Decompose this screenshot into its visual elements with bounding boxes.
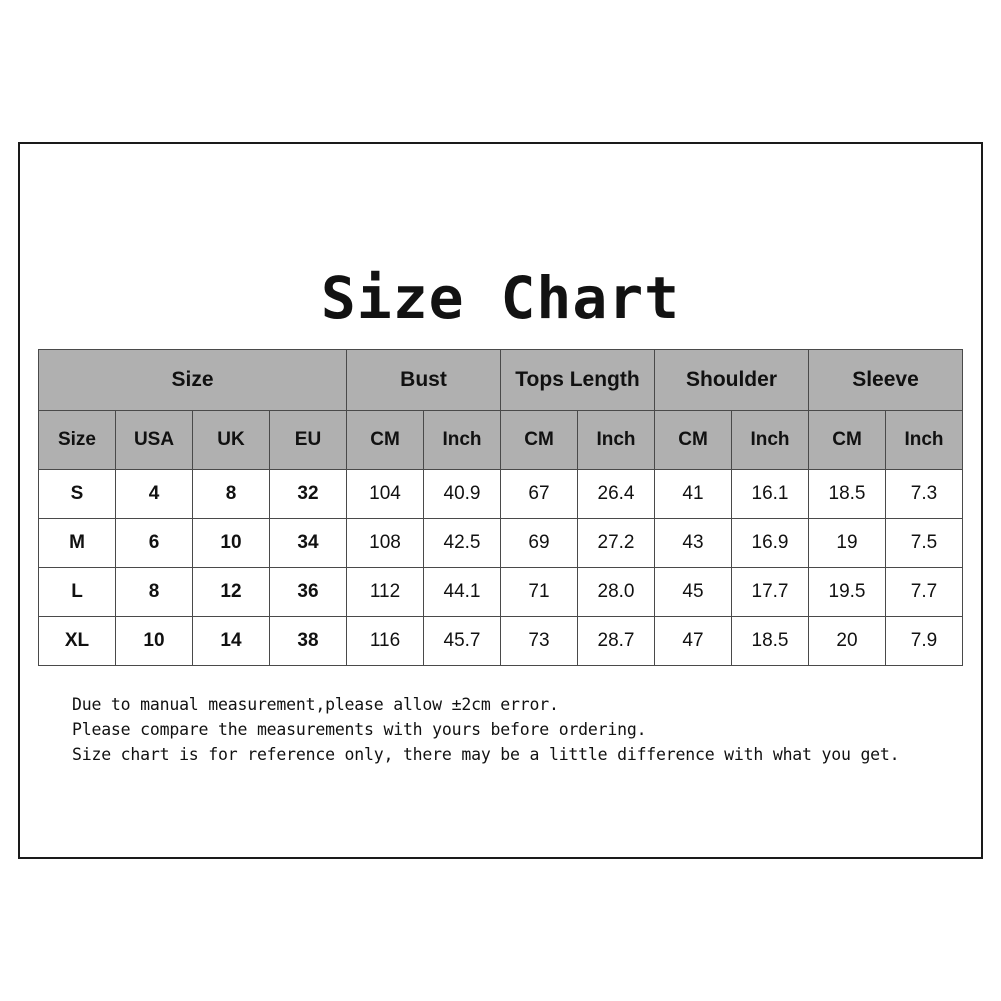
- table-row: [39, 470, 963, 519]
- note-line-3: Size chart is for reference only, there may be a little difference with what you get.: [72, 745, 900, 764]
- cell-sleeve-inch: 7.5: [886, 519, 963, 568]
- cell-sleeve-cm: 18.5: [809, 470, 886, 519]
- sub-header-sleeve-inch: Inch: [886, 411, 963, 470]
- cell-shoulder-inch: 18.5: [732, 617, 809, 666]
- cell-tops-length-cm: 71: [501, 568, 578, 617]
- cell-size: S: [39, 470, 116, 519]
- cell-eu: 36: [270, 568, 347, 617]
- cell-tops-length-cm: 69: [501, 519, 578, 568]
- cell-tops-length-inch: 28.0: [578, 568, 655, 617]
- cell-bust-cm: 116: [347, 617, 424, 666]
- cell-usa: 8: [116, 568, 193, 617]
- sub-header-tops-length-cm: CM: [501, 411, 578, 470]
- cell-bust-inch: 45.7: [424, 617, 501, 666]
- cell-tops-length-inch: 26.4: [578, 470, 655, 519]
- cell-size: XL: [39, 617, 116, 666]
- cell-uk: 14: [193, 617, 270, 666]
- cell-eu: 38: [270, 617, 347, 666]
- sub-header-shoulder-cm: CM: [655, 411, 732, 470]
- cell-shoulder-cm: 47: [655, 617, 732, 666]
- cell-uk: 10: [193, 519, 270, 568]
- cell-tops-length-inch: 27.2: [578, 519, 655, 568]
- cell-tops-length-inch: 28.7: [578, 617, 655, 666]
- note-line-2: Please compare the measurements with yours before ordering.: [72, 720, 647, 739]
- cell-bust-cm: 104: [347, 470, 424, 519]
- table-group-header-row: [39, 350, 963, 411]
- cell-sleeve-inch: 7.7: [886, 568, 963, 617]
- cell-size: M: [39, 519, 116, 568]
- sub-header-bust-cm: CM: [347, 411, 424, 470]
- cell-shoulder-inch: 17.7: [732, 568, 809, 617]
- cell-usa: 10: [116, 617, 193, 666]
- cell-sleeve-inch: 7.9: [886, 617, 963, 666]
- sub-header-bust-inch: Inch: [424, 411, 501, 470]
- table-row: [39, 617, 963, 666]
- group-header-shoulder: Shoulder: [655, 350, 809, 411]
- cell-sleeve-cm: 20: [809, 617, 886, 666]
- chart-frame: [18, 142, 983, 859]
- cell-shoulder-inch: 16.9: [732, 519, 809, 568]
- cell-uk: 12: [193, 568, 270, 617]
- cell-shoulder-cm: 43: [655, 519, 732, 568]
- cell-shoulder-inch: 16.1: [732, 470, 809, 519]
- table-row: [39, 519, 963, 568]
- cell-shoulder-cm: 41: [655, 470, 732, 519]
- cell-bust-inch: 40.9: [424, 470, 501, 519]
- size-table-container: [38, 349, 963, 666]
- sub-header-shoulder-inch: Inch: [732, 411, 809, 470]
- sub-header-tops-length-inch: Inch: [578, 411, 655, 470]
- table-body: [39, 470, 963, 666]
- page-title: Size Chart: [320, 264, 681, 332]
- note-line-1: Due to manual measurement,please allow ±2cm error.: [72, 695, 559, 714]
- cell-sleeve-inch: 7.3: [886, 470, 963, 519]
- group-header-tops-length: Tops Length: [501, 350, 655, 411]
- cell-bust-inch: 44.1: [424, 568, 501, 617]
- cell-bust-inch: 42.5: [424, 519, 501, 568]
- cell-shoulder-cm: 45: [655, 568, 732, 617]
- sub-header-usa: USA: [116, 411, 193, 470]
- sub-header-eu: EU: [270, 411, 347, 470]
- cell-usa: 6: [116, 519, 193, 568]
- cell-uk: 8: [193, 470, 270, 519]
- table-head: [39, 350, 963, 470]
- cell-tops-length-cm: 67: [501, 470, 578, 519]
- cell-eu: 34: [270, 519, 347, 568]
- cell-bust-cm: 112: [347, 568, 424, 617]
- sub-header-uk: UK: [193, 411, 270, 470]
- cell-sleeve-cm: 19.5: [809, 568, 886, 617]
- group-header-sleeve: Sleeve: [809, 350, 963, 411]
- cell-size: L: [39, 568, 116, 617]
- group-header-size: Size: [39, 350, 347, 411]
- disclaimer-notes: [72, 692, 972, 767]
- cell-sleeve-cm: 19: [809, 519, 886, 568]
- table-sub-header-row: [39, 411, 963, 470]
- cell-eu: 32: [270, 470, 347, 519]
- cell-bust-cm: 108: [347, 519, 424, 568]
- sub-header-sleeve-cm: CM: [809, 411, 886, 470]
- size-table: [38, 349, 963, 666]
- group-header-bust: Bust: [347, 350, 501, 411]
- cell-tops-length-cm: 73: [501, 617, 578, 666]
- sub-header-size: Size: [39, 411, 116, 470]
- table-row: [39, 568, 963, 617]
- cell-usa: 4: [116, 470, 193, 519]
